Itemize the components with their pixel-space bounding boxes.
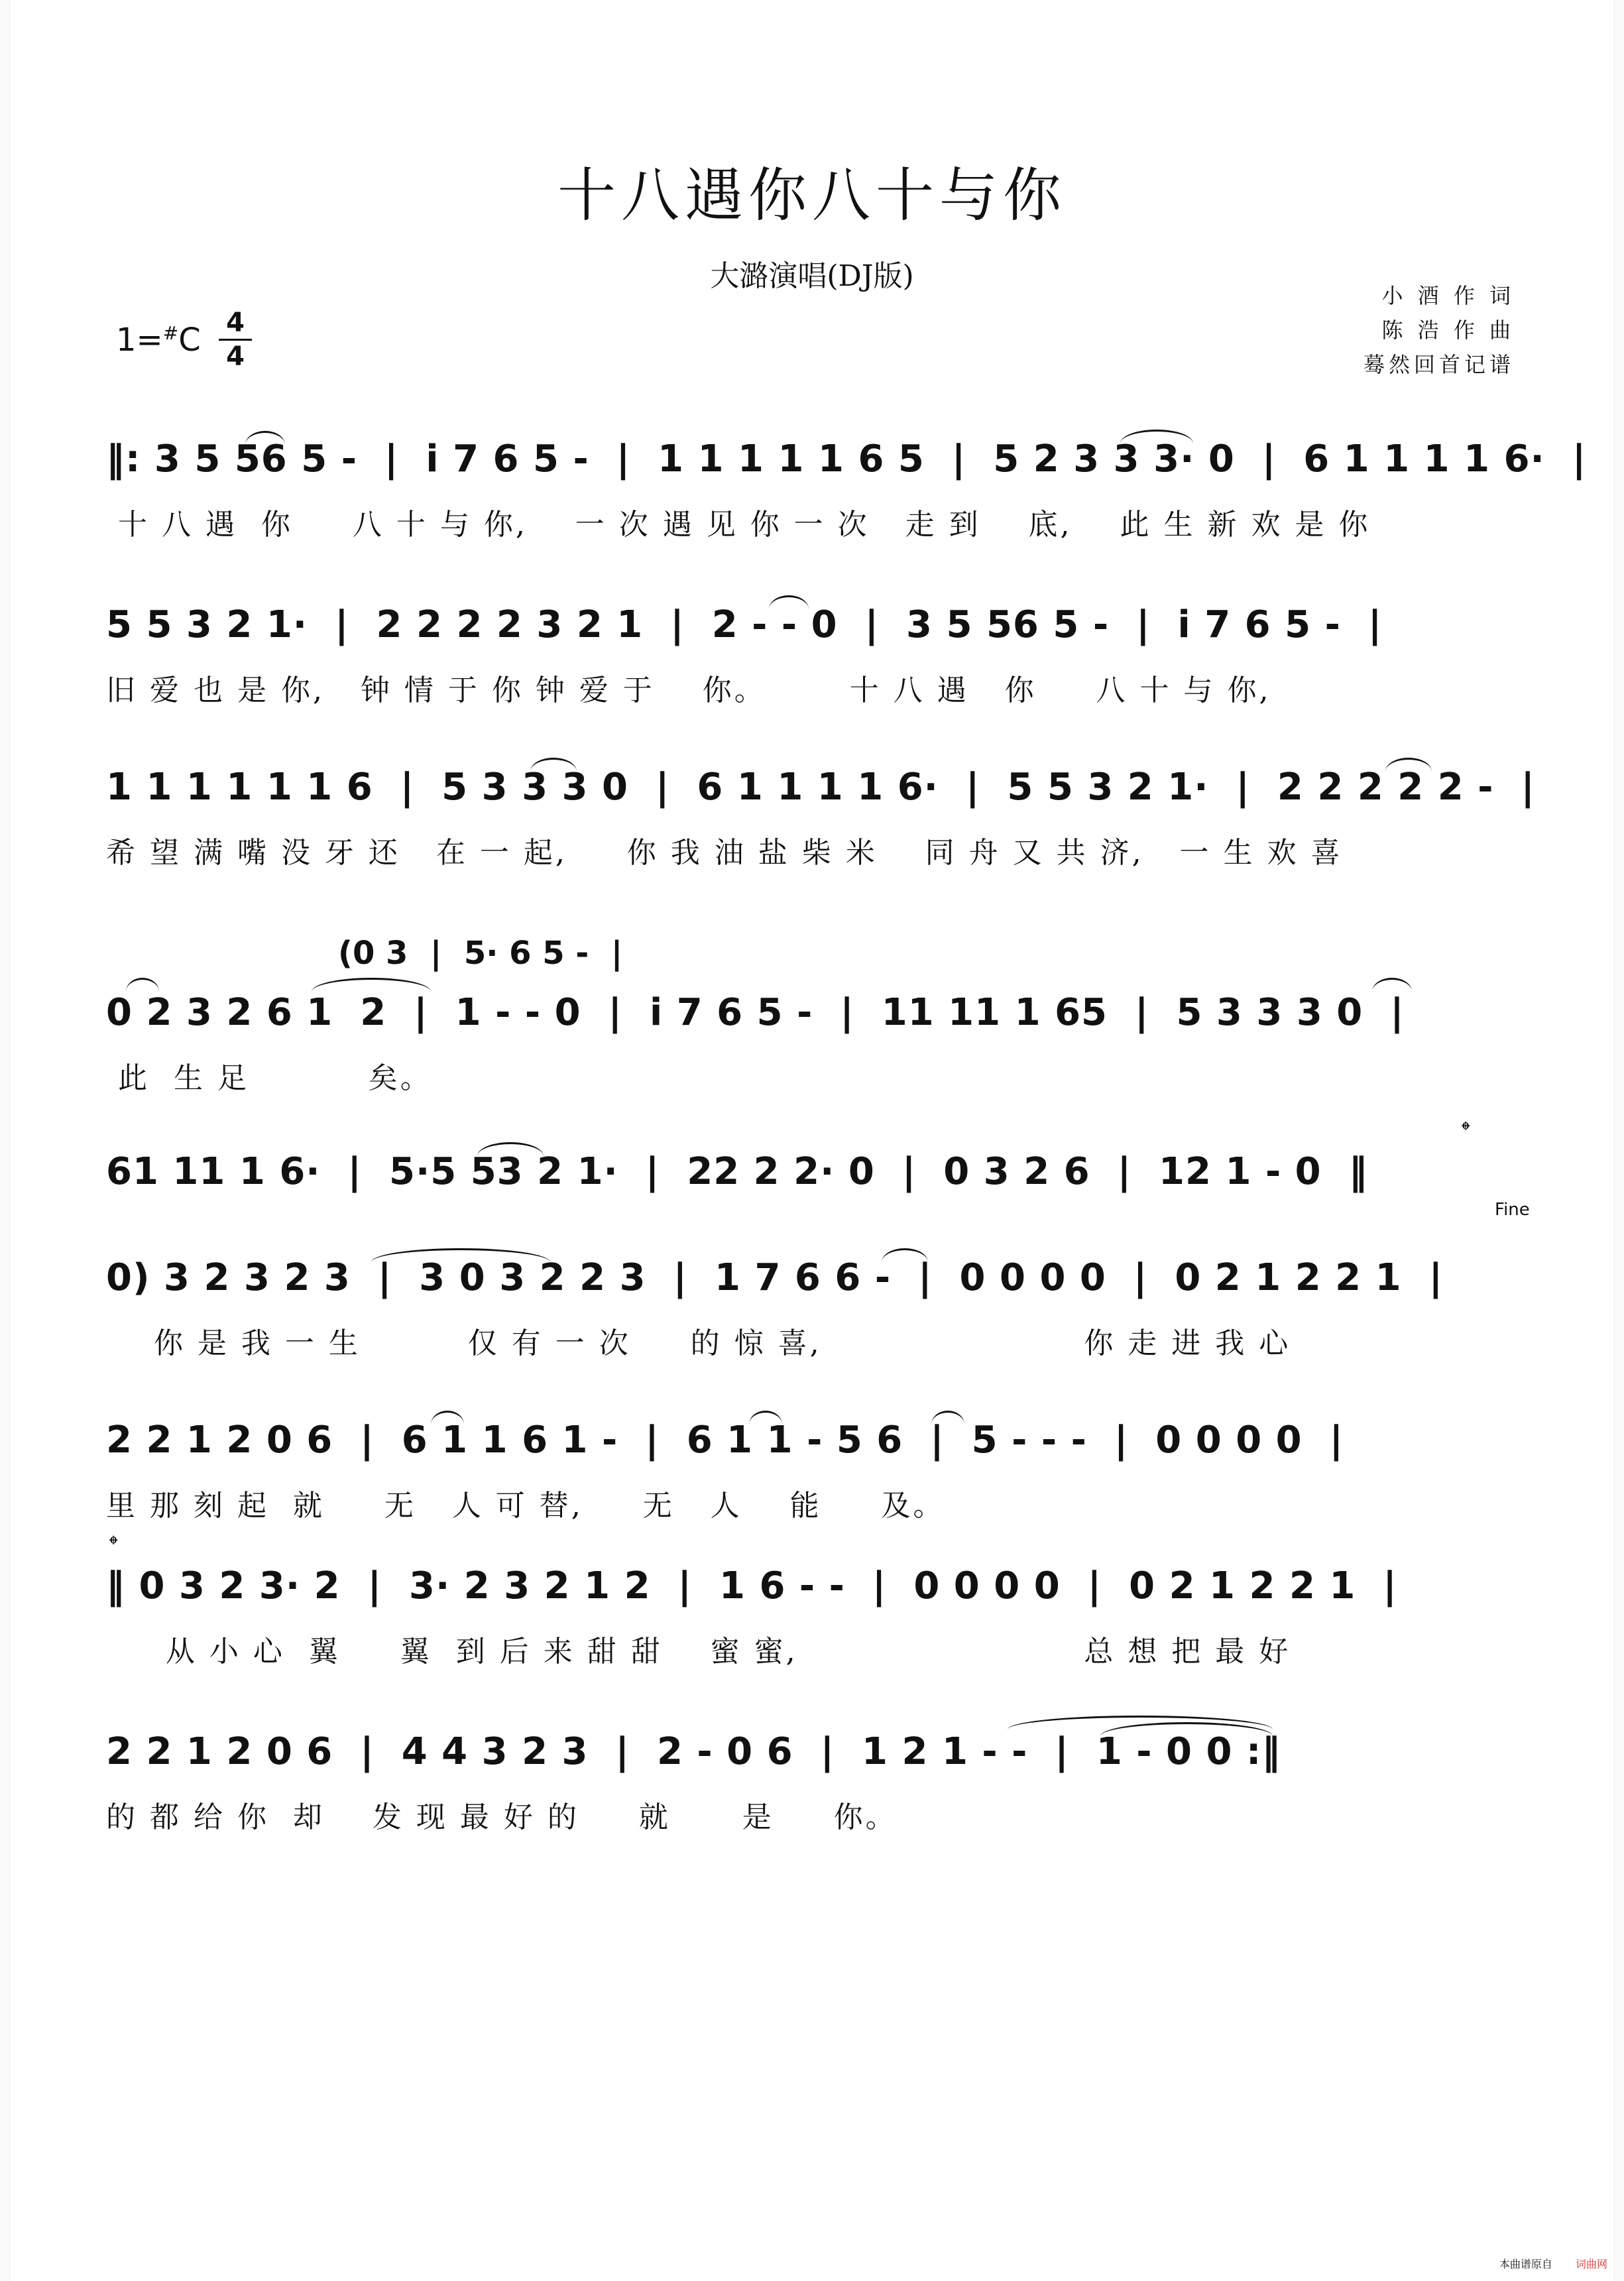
lyricist-credit: 小 酒 作 词 — [1381, 283, 1515, 308]
fine-marking: Fine — [1495, 1200, 1530, 1220]
notes-line-5: 61 11 1 6· | 5·5 53 2 1· | 22 2 2· 0 | 0 3 2 6 | 12 1 - 0 ‖ — [106, 1150, 1368, 1193]
song-title: 十八遇你八十与你 — [557, 161, 1067, 229]
right-page-edge — [1614, 0, 1624, 2281]
key-prefix: 1= — [116, 322, 163, 359]
sharp-sign: # — [162, 322, 179, 344]
credits — [1363, 278, 1515, 382]
time-signature-divider — [219, 339, 252, 341]
coda-sign: 𝄌 — [109, 1531, 118, 1558]
composer-credit: 陈 浩 作 曲 — [1381, 318, 1515, 343]
lyrics-line-9: 的 都 给 你 却 发 现 最 好 的 就 是 你。 — [106, 1800, 898, 1834]
notes-line-3: 1 1 1 1 1 1 6 | 5 3 3 3 0 | 6 1 1 1 1 6· | 5 5 3 2 1· | 2 2 2 2 2 - | — [106, 766, 1535, 809]
notes-line-6: 0) 3 2 3 2 3 | 3 0 3 2 2 3 | 1 7 6 6 - | 0 0 0 0 | 0 2 1 2 2 1 | — [106, 1256, 1444, 1299]
notes-line-7: 2 2 1 2 0 6 | 6 1 1 6 1 - | 6 1 1 - 5 6 | 5 - - - | 0 0 0 0 | — [106, 1419, 1344, 1462]
key-note: C — [178, 322, 201, 359]
lyrics-line-6: 你 是 我 一 生 仅 有 一 次 的 惊 喜, 你 走 进 我 心 — [106, 1326, 1291, 1360]
lyrics-line-7: 里 那 刻 起 就 无 人 可 替, 无 人 能 及。 — [106, 1489, 945, 1523]
slur — [1372, 978, 1412, 992]
notes-line-2: 5 5 3 2 1· | 2 2 2 2 3 2 1 | 2 - - 0 | 3 5 56 5 - | i 7 6 5 - | — [106, 603, 1383, 646]
footer — [1499, 2256, 1607, 2271]
coda-sign: 𝄌 — [1462, 1117, 1470, 1144]
transcriber-credit: 蓦然回首记谱 — [1363, 352, 1515, 377]
time-signature — [219, 308, 252, 371]
notes-line-8: ‖ 0 3 2 3· 2 | 3· 2 3 2 1 2 | 1 6 - - | 0 0 0 0 | 0 2 1 2 2 1 | — [106, 1564, 1397, 1608]
notes-line-9: 2 2 1 2 0 6 | 4 4 3 2 3 | 2 - 0 6 | 1 2 1 - - | 1 - 0 0 :‖ — [106, 1730, 1281, 1773]
song-subtitle: 大潞演唱(DJ版) — [710, 259, 914, 293]
footer-source: 本曲谱原自 — [1499, 2258, 1552, 2270]
time-signature-bottom: 4 — [226, 341, 245, 372]
notes-line-4: 0 2 3 2 6 1 2 | 1 - - 0 | i 7 6 5 - | 11 11 1 65 | 5 3 3 3 0 | — [106, 991, 1405, 1034]
footer-site[interactable]: 词曲网 — [1575, 2258, 1607, 2270]
key-signature — [116, 322, 201, 359]
slur — [126, 978, 159, 992]
left-page-edge — [0, 0, 10, 2281]
notes-line-1: ‖: 3 5 56 5 - | i 7 6 5 - | 1 1 1 1 1 6 5 | 5 2 3 3 3· 0 | 6 1 1 1 1 6· | — [106, 438, 1587, 481]
lyrics-line-1: 十 八 遇 你 八 十 与 你, 一 次 遇 见 你 一 次 走 到 底, 此 生 新 欢 是 你 — [106, 508, 1371, 542]
lyrics-line-8: 从 小 心 翼 翼 到 后 来 甜 甜 蜜 蜜, 总 想 把 最 好 — [106, 1635, 1291, 1668]
instrumental-intro: (0 3 | 5· 6 5 - | — [338, 935, 623, 972]
lyrics-line-3: 希 望 满 嘴 没 牙 还 在 一 起, 你 我 油 盐 柴 米 同 舟 又 共 济, 一 生 欢 喜 — [106, 836, 1343, 870]
lyrics-line-4: 此 生 足 矣。 — [106, 1061, 432, 1095]
lyrics-line-2: 旧 爱 也 是 你, 钟 情 于 你 钟 爱 于 你。 十 八 遇 你 八 十 与 你, — [106, 673, 1271, 707]
time-signature-top: 4 — [226, 308, 245, 338]
slur — [312, 978, 431, 992]
